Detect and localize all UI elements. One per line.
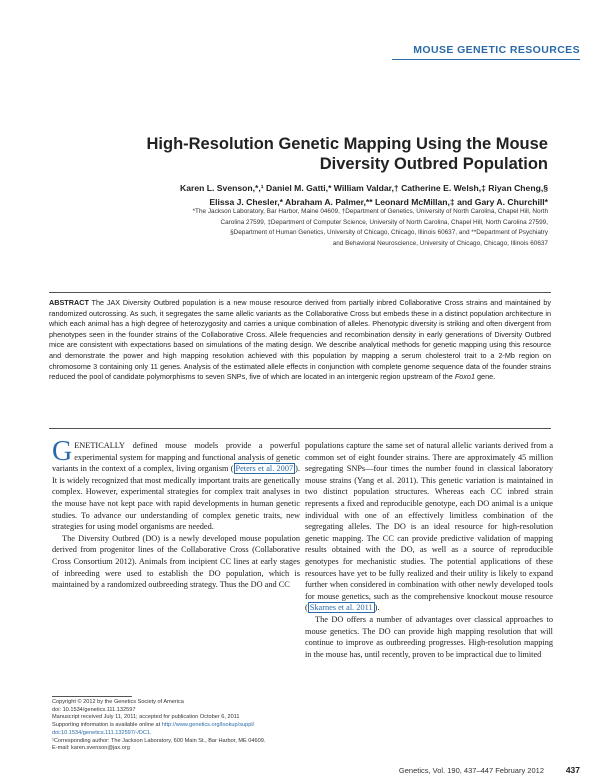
smallcaps-lead: ENETICALLY — [74, 441, 126, 450]
manuscript-dates: Manuscript received July 11, 2011; accepted for publication October 6, 2011 — [52, 714, 240, 721]
citation-link[interactable]: Skarnes et al. 2011 — [309, 603, 373, 613]
author-line: Elissa J. Chesler,* Abraham A. Palmer,** Leonard McMillan,‡ and Gary A. Churchill* — [209, 197, 548, 207]
drop-cap: G — [52, 436, 73, 467]
journal-citation: Genetics, Vol. 190, 437–447 February 2012 — [398, 766, 544, 775]
affiliation-line: *The Jackson Laboratory, Bar Harbor, Maine 04609, †Department of Genetics, University of North Carolina, Chapel Hill, North — [192, 208, 548, 215]
section-rule — [392, 59, 580, 60]
paragraph-text: defined mouse models provide a powerful experimental system for mapping and functional analysis of genetic variants in the context of a complex, living organism ( — [52, 441, 301, 474]
abstract — [49, 298, 551, 383]
paragraph — [305, 440, 553, 614]
footnote-rule — [52, 696, 132, 697]
body-column-left — [52, 436, 301, 591]
abstract-top-rule — [49, 292, 551, 293]
abstract-gene: Foxo1 — [454, 372, 475, 382]
paragraph — [52, 436, 301, 533]
doi-line: doi: 10.1534/genetics.111.132597 — [52, 706, 136, 713]
abstract-bottom-rule — [49, 428, 551, 429]
citation-link[interactable]: Peters et al. 2007 — [235, 464, 294, 474]
affiliation-line: and Behavioral Neuroscience, University of Chicago, Chicago, Illinois 60637 — [332, 239, 548, 247]
paragraph-text: populations capture the same set of natural allelic variants derived from a common set of eight founder strains. There are approximately 45 million segregating SNPs—four times the number found in classical laboratory mouse strains (Yang et al. 2011). This genetic variation is maintained in two distinct population structures. Whereas each CC inbred strain represents a fixed and reproducible genotype, each DO animal is a unique individual with one of an effectively limitless combination of the segregating alleles. The DO is an ideal resource for high-resolution genetic mapping. The CC can provide predictive validation of mapping results obtained with the DO, as well as a source of reproducible genotypes for mechanistic studies. The potential applications of these resources have yet to be fully realized and their utility is likely to expand further when considered in combination with other newly developed tools for mouse genetics, such as the comprehensive knockout mouse resource ( — [305, 441, 553, 613]
paragraph: The DO offers a number of advantages over classical approaches to mouse genetics. The DO can provide high mapping resolution that will continue to improve as outbreeding progresses. High-resolution mapping in the mouse has, until recently, proven to be impractical due to limited — [305, 614, 553, 659]
affiliation-line: Carolina 27599, ‡Department of Computer Science, University of North Carolina, Chapel Hill, North Carolina 27599, — [220, 218, 548, 226]
footnotes — [52, 699, 302, 753]
section-label: MOUSE GENETIC RESOURCES — [413, 44, 580, 56]
corresponding-author: ¹Corresponding author: The Jackson Laboratory, 600 Main St., Bar Harbor, ME 04609. — [52, 737, 266, 744]
supporting-info-line: Supporting information is available online at http://www.genetics.org/lookup/suppl/ — [52, 722, 255, 729]
abstract-text: The JAX Diversity Outbred population is a new mouse resource derived from partially inbred Collaborative Cross strains and maintained by randomized outcrossing. As such, it segregates the same allelic variants as the Collaborative Cross but embeds these in a distinct population architecture in which each animal has a high degree of heterozygosity and carries a unique combination of alleles. Phenotypic diversity is striking and often divergent from phenotypes seen in the founder strains of the Collaborative Cross. Allele frequencies and recombination density in early generations of Diversity Outbred mice are consistent with expectations based on simulations of the mating design. We describe analytical methods for genetic mapping using this resource and demonstrate the power and high mapping resolution achieved with this population by mapping a serum cholesterol trait to a 2-Mb region on chromosome 3 containing only 11 genes. Analysis of the estimated allele effects in conjunction with complete genome sequence data of the founder strains reduced the pool of candidate polymorphisms to seven SNPs, five of which are located in an intergenic region upstream of the — [49, 298, 552, 382]
copyright-line: Copyright © 2012 by the Genetics Society of America — [52, 699, 184, 705]
paragraph-text: ). — [374, 603, 380, 613]
abstract-label: ABSTRACT — [49, 298, 89, 307]
body-column-right — [305, 440, 553, 660]
author-email: E-mail: karen.svenson@jax.org — [52, 745, 130, 752]
paragraph: The Diversity Outbred (DO) is a newly developed mouse population derived from progenitor lines of the Collaborative Cross (Collaborative Cross Consortium 2012). Animals from incipient CC lines at early stages of inbreeding were used to establish the DO population, which is maintained by a randomized outbreeding strategy. Thus the DO and CC — [52, 533, 300, 590]
supplement-doi-link[interactable]: doi:10.1534/genetics.111.132597/-/DC1. — [52, 729, 152, 736]
abstract-end: gene. — [477, 372, 496, 382]
author-line: Karen L. Svenson,*,¹ Daniel M. Gatti,* William Valdar,† Catherine E. Welsh,‡ Riyan Cheng,§ — [180, 183, 548, 193]
author-list — [78, 181, 548, 209]
page-title: High-Resolution Genetic Mapping Using the Mouse Diversity Outbred Population — [146, 135, 548, 173]
paragraph-text: ). It is widely recognized that most medically important traits are genetically complex. However, experimental strategies for complex trait analyses in the mouse have not kept pace with rapid developments in human genetic studies. To advance our understanding of complex genetic traits, new strategies for using model organisms are needed. — [52, 464, 300, 532]
affiliation-line: §Department of Human Genetics, University of Chicago, Chicago, Illinois 60637, and **Department of Psychiatry — [230, 229, 548, 237]
supplement-link[interactable]: http://www.genetics.org/lookup/suppl/ — [161, 722, 255, 729]
affiliations — [68, 207, 548, 249]
page-number: 437 — [565, 765, 580, 775]
